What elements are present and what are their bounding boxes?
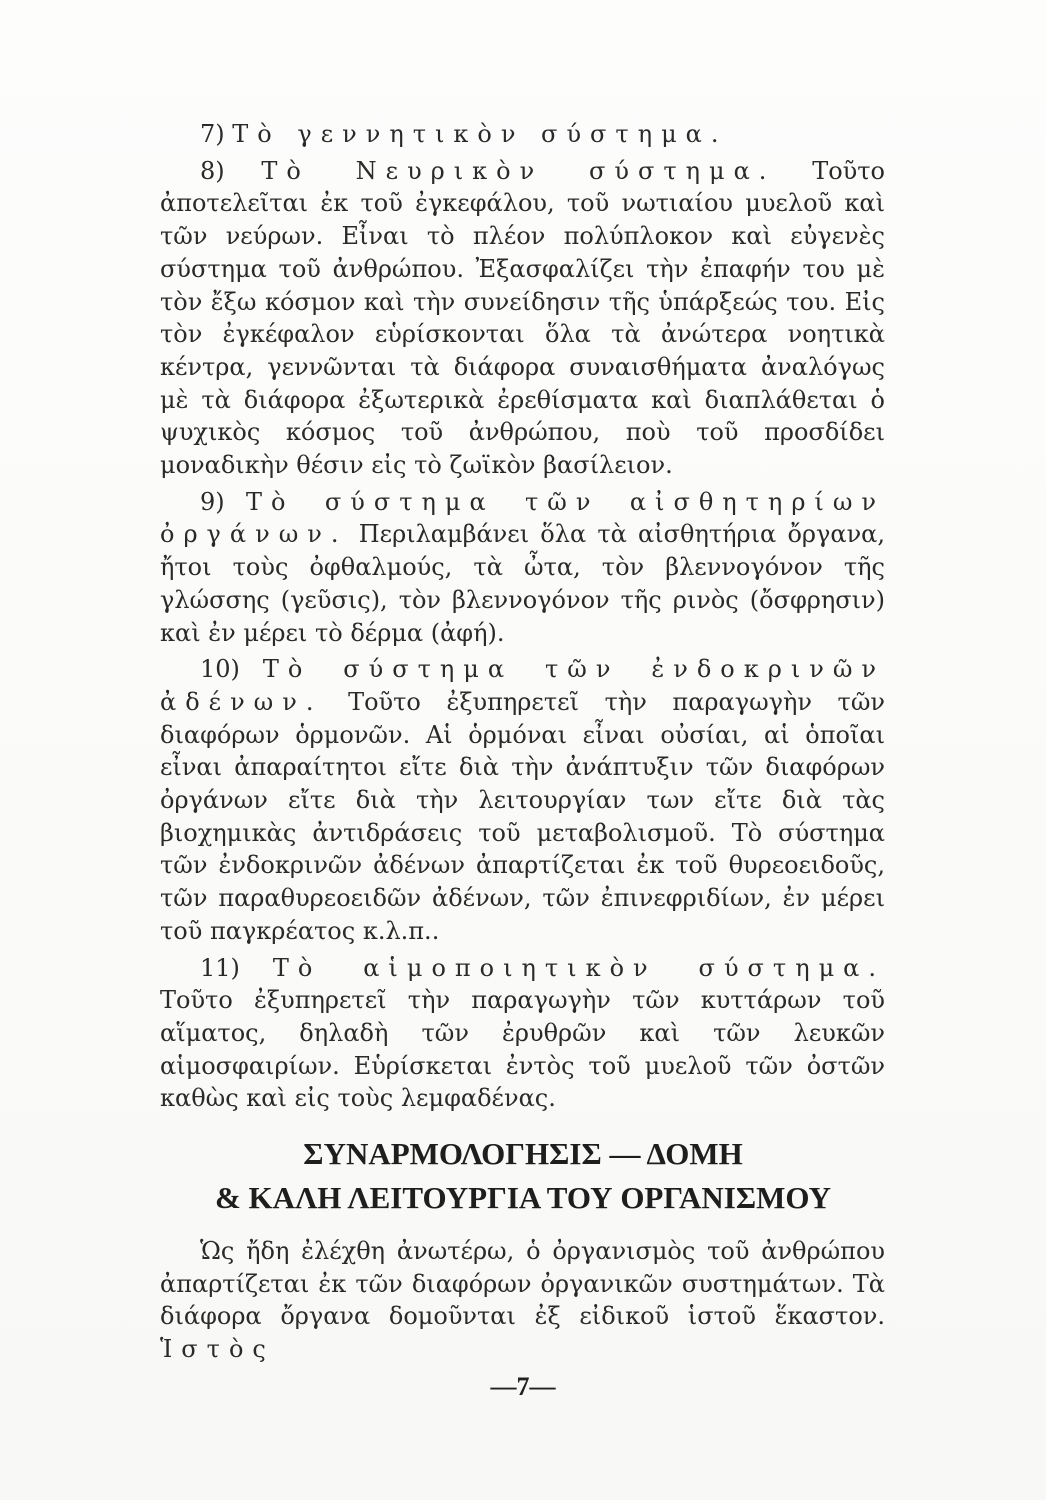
section-title: Τὸ γεννητικὸν σύστημα. xyxy=(232,120,728,148)
section-number: 8) xyxy=(200,156,225,185)
section-number: 10) xyxy=(200,655,240,684)
section-number: 9) xyxy=(200,487,225,516)
intro-term: Ἱστὸς xyxy=(160,1335,275,1364)
section-number: 11) xyxy=(200,953,240,982)
section-body: Τοῦτο ἐξυπηρετεῖ τὴν παραγωγὴν τῶν κυττάρων τοῦ αἵματος, δηλαδὴ τῶν ἐρυθρῶν καὶ τῶν λευκῶν αἱμοσφαιρίων. Εὑρίσκεται ἐντὸς τοῦ μυελοῦ τῶν ὀστῶν καθὼς καὶ εἰς τοὺς λεμφαδένας. xyxy=(160,986,885,1113)
section-8 xyxy=(160,155,885,482)
section-9 xyxy=(160,486,885,650)
section-10 xyxy=(160,653,885,947)
chapter-heading xyxy=(120,1132,926,1220)
section-title: Τὸ σύστημα τῶν αἰσθητηρίων ὀργάνων. xyxy=(160,487,885,549)
heading-line-1: ΣΥΝΑΡΜΟΛΟΓΗΣΙΣ — ΔΟΜΗ xyxy=(303,1136,743,1171)
heading-line-2: & ΚΑΛΗ ΛΕΙΤΟΥΡΓΙΑ ΤΟΥ ΟΡΓΑΝΙΣΜΟΥ xyxy=(214,1180,832,1215)
section-title: Τὸ σύστημα τῶν ἐνδοκρινῶν ἀδένων. xyxy=(160,655,885,716)
section-title: Τὸ αἱμοποιητικὸν σύστημα. xyxy=(272,953,885,982)
intro-paragraph xyxy=(160,1235,885,1366)
section-number: 7) xyxy=(200,120,225,148)
section-body: Τοῦτο ἐξυπηρετεῖ τὴν παραγωγὴν τῶν διαφόρων ὁρμονῶν. Αἱ ὁρμόναι εἶναι οὐσίαι, αἱ ὁποῖαι εἶναι ἀπαραίτητοι εἴτε διὰ τὴν ἀνάπτυξιν τῶν διαφόρων ὀργάνων εἴτε διὰ τὴν λειτουργίαν των εἴτε διὰ τὰς βιοχημικὰς ἀντιδράσεις τοῦ μεταβολισμοῦ. Τὸ σύστημα τῶν ἐνδοκρινῶν ἀδένων ἀπαρτίζεται ἐκ τοῦ θυρεοειδοῦς, τῶν παραθυρεοειδῶν ἀδένων, τῶν ἐπινεφριδίων, ἐν μέρει τοῦ παγκρέατος κ.λ.π.. xyxy=(160,687,885,945)
section-11 xyxy=(160,952,885,1116)
page-number: —7— xyxy=(490,1372,556,1401)
section-title: Τὸ Νευρικὸν σύστημα. xyxy=(261,156,776,185)
section-body: Περιλαμβάνει ὅλα τὰ αἰσθητήρια ὄργανα, ἤτοι τοὺς ὀφθαλμούς, τὰ ὦτα, τὸν βλεννογόνον τῆς γλώσσης (γεῦσις), τὸν βλεννογόνον τῆς ρινὸς (ὄσφρησιν) καὶ ἐν μέρει τὸ δέρμα (ἀφή). xyxy=(160,520,885,647)
systems-list xyxy=(160,118,885,1115)
section-body: Τοῦτο ἀποτελεῖται ἐκ τοῦ ἐγκεφάλου, τοῦ νωτιαίου μυελοῦ καὶ τῶν νεύρων. Εἶναι τὸ πλέον πολύπλοκον καὶ εὐγενὲς σύστημα τοῦ ἀνθρώπου. Ἐξασφαλίζει τὴν ἐπαφήν του μὲ τὸν ἔξω κόσμον καὶ τὴν συνείδησιν τῆς ὑπάρξεώς του. Εἰς τὸν ἐγκέφαλον εὑρίσκονται ὅλα τὰ ἀνώτερα νοητικὰ κέντρα, γεννῶνται τὰ διάφορα συναισθήματα ἀναλόγως μὲ τὰ διάφορα ἐξωτερικὰ ἐρεθίσματα καὶ διαπλάθεται ὁ ψυχικὸς κόσμος τοῦ ἀνθρώπου, ποὺ τοῦ προσδίδει μοναδικὴν θέσιν εἰς τὸ ζωϊκὸν βασίλειον. xyxy=(160,156,885,480)
intro-body: Ὡς ἤδη ἐλέχθη ἀνωτέρω, ὁ ὀργανισμὸς τοῦ ἀνθρώπου ἀπαρτίζεται ἐκ τῶν διαφόρων ὀργανικῶν συστημάτων. Τὰ διάφορα ὄργανα δομοῦνται ἐξ εἰδικοῦ ἱστοῦ ἕκαστον. xyxy=(160,1237,885,1331)
section-7 xyxy=(160,118,885,151)
